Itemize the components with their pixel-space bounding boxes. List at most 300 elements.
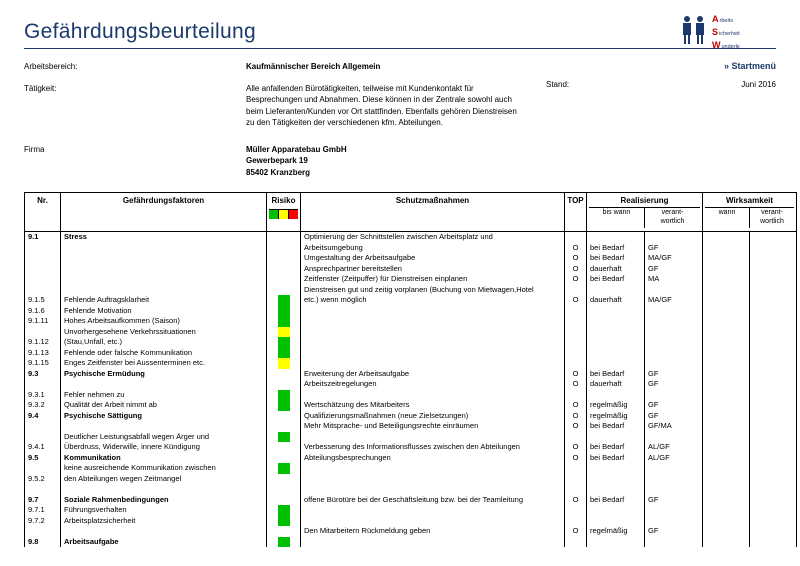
cell-gefaehrdungsfaktor [61, 253, 267, 264]
cell-wirksamkeit-wann [703, 537, 750, 548]
cell-top: O [565, 400, 587, 411]
cell-realisierung-verantwortlich [645, 358, 703, 369]
cell-wirksamkeit-verantwortlich [750, 390, 797, 401]
cell-wirksamkeit-wann [703, 274, 750, 285]
cell-schutzmassnahme [301, 358, 565, 369]
cell-risiko [267, 484, 301, 495]
cell-wirksamkeit-verantwortlich [750, 337, 797, 348]
cell-nr: 9.3.2 [25, 400, 61, 411]
cell-realisierung-wann [587, 316, 645, 327]
cell-risiko [267, 369, 301, 380]
cell-wirksamkeit-wann [703, 421, 750, 432]
cell-wirksamkeit-wann [703, 232, 750, 243]
cell-gefaehrdungsfaktor: (Stau,Unfall, etc.) [61, 337, 267, 348]
cell-realisierung-wann [587, 285, 645, 296]
risk-indicator-green [278, 348, 290, 359]
risk-indicator-yellow [278, 358, 290, 369]
cell-top [565, 306, 587, 317]
cell-top: O [565, 295, 587, 306]
stand-value: Juni 2016 [741, 80, 776, 89]
cell-nr [25, 463, 61, 474]
cell-realisierung-wann [587, 327, 645, 338]
cell-realisierung-wann [587, 463, 645, 474]
table-row [25, 274, 797, 285]
arbeitsbereich-value: Kaufmännischer Bereich Allgemein [246, 62, 381, 71]
table-row [25, 327, 797, 338]
header-realisierung-wann: bis wann [602, 209, 631, 216]
cell-realisierung-wann: bei Bedarf [587, 274, 645, 285]
risk-indicator-green [278, 537, 290, 548]
cell-risiko [267, 316, 301, 327]
hazard-assessment-table [24, 192, 797, 547]
description-line-3: beim Lieferanten/Kunden vor Ort stattfinden. Ebenfalls gehören Dienstreisen [246, 106, 517, 116]
cell-wirksamkeit-verantwortlich [750, 327, 797, 338]
table-row [25, 484, 797, 495]
cell-realisierung-wann: bei Bedarf [587, 253, 645, 264]
cell-risiko [267, 348, 301, 359]
cell-gefaehrdungsfaktor: Soziale Rahmenbedingungen [61, 495, 267, 506]
cell-schutzmassnahme: Verbesserung des Informationsflusses zwischen den Abteilungen [301, 442, 565, 453]
cell-realisierung-wann: regelmäßig [587, 526, 645, 537]
cell-wirksamkeit-verantwortlich [750, 421, 797, 432]
cell-nr: 9.5.2 [25, 474, 61, 485]
cell-top: O [565, 379, 587, 390]
cell-schutzmassnahme [301, 484, 565, 495]
cell-wirksamkeit-verantwortlich [750, 369, 797, 380]
cell-nr: 9.1.5 [25, 295, 61, 306]
cell-top: O [565, 495, 587, 506]
cell-wirksamkeit-wann [703, 369, 750, 380]
cell-top [565, 390, 587, 401]
header-realisierung [587, 193, 703, 232]
header-realisierung-label: Realisierung [620, 196, 669, 205]
cell-risiko [267, 232, 301, 243]
cell-gefaehrdungsfaktor [61, 379, 267, 390]
table-row [25, 369, 797, 380]
cell-gefaehrdungsfaktor [61, 243, 267, 254]
cell-nr: 9.1.13 [25, 348, 61, 359]
cell-wirksamkeit-verantwortlich [750, 316, 797, 327]
cell-realisierung-wann [587, 432, 645, 443]
cell-schutzmassnahme [301, 337, 565, 348]
cell-gefaehrdungsfaktor [61, 264, 267, 275]
logo-cap-s: S [712, 27, 719, 37]
cell-schutzmassnahme: Optimierung der Schnittstellen zwischen Arbeitsplatz und [301, 232, 565, 243]
cell-nr: 9.7.1 [25, 505, 61, 516]
table-row [25, 316, 797, 327]
startmenu-label: » Startmenü [723, 61, 776, 71]
risk-indicator-green [278, 432, 290, 443]
cell-risiko [267, 453, 301, 464]
risk-chip-yellow [278, 210, 288, 219]
cell-wirksamkeit-wann [703, 474, 750, 485]
cell-top: O [565, 421, 587, 432]
cell-realisierung-wann: bei Bedarf [587, 369, 645, 380]
cell-nr: 9.1.15 [25, 358, 61, 369]
cell-realisierung-verantwortlich [645, 232, 703, 243]
risk-indicator-green [278, 463, 290, 474]
cell-wirksamkeit-verantwortlich [750, 411, 797, 422]
title-divider [24, 48, 776, 49]
cell-nr: 9.5 [25, 453, 61, 464]
risk-indicator-green [278, 337, 290, 348]
cell-risiko [267, 274, 301, 285]
table-row [25, 358, 797, 369]
cell-realisierung-verantwortlich [645, 285, 703, 296]
cell-wirksamkeit-wann [703, 390, 750, 401]
cell-schutzmassnahme [301, 348, 565, 359]
cell-nr [25, 327, 61, 338]
cell-top [565, 316, 587, 327]
cell-realisierung-verantwortlich: GF [645, 379, 703, 390]
cell-nr [25, 264, 61, 275]
cell-wirksamkeit-verantwortlich [750, 358, 797, 369]
cell-wirksamkeit-verantwortlich [750, 526, 797, 537]
cell-wirksamkeit-wann [703, 358, 750, 369]
firma-line-1: Müller Apparatebau GmbH [246, 144, 347, 154]
cell-schutzmassnahme [301, 505, 565, 516]
cell-top [565, 285, 587, 296]
table-row [25, 264, 797, 275]
cell-nr [25, 253, 61, 264]
table-row [25, 432, 797, 443]
header-wirksamkeit-label: Wirksamkeit [725, 196, 774, 205]
cell-realisierung-verantwortlich [645, 390, 703, 401]
cell-realisierung-wann [587, 232, 645, 243]
cell-schutzmassnahme: Abteilungsbesprechungen [301, 453, 565, 464]
table-row [25, 411, 797, 422]
cell-schutzmassnahme: Dienstreisen gut und zeitig vorplanen (Buchung von Mietwagen,Hotel [301, 285, 565, 296]
cell-risiko [267, 526, 301, 537]
company-logo [682, 14, 778, 50]
cell-wirksamkeit-wann [703, 484, 750, 495]
logo-word-sicherheit: icherheit [719, 31, 740, 37]
table-row [25, 295, 797, 306]
cell-realisierung-wann [587, 516, 645, 527]
cell-wirksamkeit-verantwortlich [750, 442, 797, 453]
cell-gefaehrdungsfaktor: Arbeitsplatzsicherheit [61, 516, 267, 527]
cell-nr: 9.1.6 [25, 306, 61, 317]
cell-nr [25, 432, 61, 443]
cell-wirksamkeit-wann [703, 453, 750, 464]
cell-top: O [565, 442, 587, 453]
cell-schutzmassnahme: Ansprechpartner bereitstellen [301, 264, 565, 275]
stand-row [546, 79, 776, 91]
cell-risiko [267, 516, 301, 527]
cell-risiko [267, 537, 301, 548]
cell-wirksamkeit-verantwortlich [750, 253, 797, 264]
cell-top [565, 348, 587, 359]
cell-gefaehrdungsfaktor: Enges Zeitfenster bei Aussenterminen etc. [61, 358, 267, 369]
header-faktoren: Gefährdungsfaktoren [61, 193, 267, 232]
table-row [25, 285, 797, 296]
cell-wirksamkeit-verantwortlich [750, 474, 797, 485]
cell-schutzmassnahme: Qualifizierungsmaßnahmen (neue Zielsetzungen) [301, 411, 565, 422]
cell-top [565, 463, 587, 474]
cell-nr [25, 243, 61, 254]
cell-gefaehrdungsfaktor: Fehlende Auftragsklarheit [61, 295, 267, 306]
cell-wirksamkeit-verantwortlich [750, 432, 797, 443]
cell-realisierung-verantwortlich: GF [645, 264, 703, 275]
table-row [25, 516, 797, 527]
cell-gefaehrdungsfaktor [61, 274, 267, 285]
table-row [25, 253, 797, 264]
description-line-1: Alle anfallenden Bürotätigkeiten, teilweise mit Kundenkontakt für [246, 83, 474, 93]
cell-nr: 9.4.1 [25, 442, 61, 453]
cell-realisierung-verantwortlich [645, 306, 703, 317]
cell-wirksamkeit-verantwortlich [750, 285, 797, 296]
cell-risiko [267, 390, 301, 401]
cell-wirksamkeit-wann [703, 327, 750, 338]
cell-gefaehrdungsfaktor: Fehlende Motivation [61, 306, 267, 317]
cell-top [565, 484, 587, 495]
cell-wirksamkeit-wann [703, 337, 750, 348]
cell-gefaehrdungsfaktor: keine ausreichende Kommunikation zwischen [61, 463, 267, 474]
cell-realisierung-wann: bei Bedarf [587, 243, 645, 254]
cell-schutzmassnahme [301, 390, 565, 401]
table-row [25, 243, 797, 254]
cell-nr: 9.3 [25, 369, 61, 380]
cell-top [565, 474, 587, 485]
arbeitsbereich-label: Arbeitsbereich: [24, 62, 78, 71]
cell-realisierung-wann: regelmäßig [587, 400, 645, 411]
arbeitsbereich-row [24, 61, 776, 73]
cell-nr: 9.1 [25, 232, 61, 243]
cell-risiko [267, 264, 301, 275]
cell-gefaehrdungsfaktor [61, 526, 267, 537]
cell-risiko [267, 285, 301, 296]
table-row [25, 474, 797, 485]
cell-gefaehrdungsfaktor: Stress [61, 232, 267, 243]
cell-wirksamkeit-wann [703, 295, 750, 306]
header-realisierung-verantwortlich: verant- wortlich [644, 208, 700, 228]
cell-risiko [267, 421, 301, 432]
cell-nr [25, 274, 61, 285]
header-nr: Nr. [25, 193, 61, 232]
cell-schutzmassnahme: etc.) wenn möglich [301, 295, 565, 306]
risk-indicator-green [278, 295, 290, 306]
cell-realisierung-verantwortlich: AL/GF [645, 453, 703, 464]
cell-realisierung-verantwortlich: GF/MA [645, 421, 703, 432]
cell-nr: 9.3.1 [25, 390, 61, 401]
cell-wirksamkeit-wann [703, 411, 750, 422]
logo-cap-w: W [712, 40, 721, 50]
cell-realisierung-verantwortlich: GF [645, 400, 703, 411]
table-row [25, 379, 797, 390]
cell-schutzmassnahme: Wertschätzung des Mitarbeiters [301, 400, 565, 411]
cell-risiko [267, 474, 301, 485]
header-risiko-label: Risiko [271, 196, 296, 205]
cell-wirksamkeit-wann [703, 495, 750, 506]
cell-risiko [267, 253, 301, 264]
stand-label: Stand: [546, 80, 570, 89]
cell-nr: 9.7.2 [25, 516, 61, 527]
cell-wirksamkeit-wann [703, 243, 750, 254]
cell-realisierung-wann [587, 537, 645, 548]
cell-schutzmassnahme: offene Bürotüre bei der Geschäftsleitung bzw. bei der Teamleitung [301, 495, 565, 506]
description-line-4: zu den Tätigkeiten der verschiedenen kfm. Abteilungen. [246, 118, 443, 127]
cell-top [565, 358, 587, 369]
cell-realisierung-wann [587, 484, 645, 495]
cell-top [565, 537, 587, 548]
header-risiko [267, 193, 301, 232]
cell-gefaehrdungsfaktor [61, 484, 267, 495]
cell-wirksamkeit-verantwortlich [750, 516, 797, 527]
cell-realisierung-verantwortlich [645, 316, 703, 327]
cell-realisierung-wann: dauerhaft [587, 264, 645, 275]
page-title: Gefährdungsbeurteilung [24, 20, 256, 43]
header-wirksamkeit-wann: wann [718, 209, 736, 216]
cell-realisierung-verantwortlich: GF [645, 369, 703, 380]
risk-indicator-green [278, 516, 290, 527]
cell-gefaehrdungsfaktor: Unvorhergesehene Verkehrssituationen [61, 327, 267, 338]
risk-chip-red [288, 210, 298, 219]
cell-realisierung-verantwortlich [645, 463, 703, 474]
cell-gefaehrdungsfaktor [61, 421, 267, 432]
logo-word-wunderle: underle [721, 44, 740, 50]
firma-line-3: 85402 Kranzberg [246, 167, 311, 177]
cell-wirksamkeit-verantwortlich [750, 537, 797, 548]
cell-risiko [267, 400, 301, 411]
cell-top: O [565, 369, 587, 380]
table-row [25, 337, 797, 348]
cell-gefaehrdungsfaktor: Fehler nehmen zu [61, 390, 267, 401]
cell-top: O [565, 274, 587, 285]
cell-nr: 9.8 [25, 537, 61, 548]
cell-wirksamkeit-wann [703, 285, 750, 296]
cell-nr: 9.1.11 [25, 316, 61, 327]
cell-gefaehrdungsfaktor: Hohes Arbeitsaufkommen (Saison) [61, 316, 267, 327]
cell-schutzmassnahme [301, 537, 565, 548]
cell-realisierung-verantwortlich: MA/GF [645, 253, 703, 264]
firma-row [24, 144, 776, 179]
cell-nr: 9.4 [25, 411, 61, 422]
cell-realisierung-verantwortlich [645, 474, 703, 485]
table-row [25, 390, 797, 401]
logo-wordmark [712, 14, 740, 53]
cell-realisierung-verantwortlich: MA [645, 274, 703, 285]
startmenu-link[interactable] [724, 61, 776, 73]
cell-realisierung-verantwortlich [645, 537, 703, 548]
cell-wirksamkeit-verantwortlich [750, 453, 797, 464]
cell-wirksamkeit-verantwortlich [750, 243, 797, 254]
cell-schutzmassnahme [301, 474, 565, 485]
cell-risiko [267, 505, 301, 516]
cell-realisierung-wann [587, 505, 645, 516]
cell-wirksamkeit-verantwortlich [750, 484, 797, 495]
cell-wirksamkeit-verantwortlich [750, 505, 797, 516]
cell-top [565, 516, 587, 527]
table-row [25, 463, 797, 474]
cell-wirksamkeit-wann [703, 505, 750, 516]
table-row [25, 348, 797, 359]
cell-realisierung-wann: dauerhaft [587, 295, 645, 306]
table-row [25, 442, 797, 453]
cell-wirksamkeit-wann [703, 526, 750, 537]
cell-gefaehrdungsfaktor: Arbeitsaufgabe [61, 537, 267, 548]
cell-gefaehrdungsfaktor: Psychische Ermüdung [61, 369, 267, 380]
cell-schutzmassnahme: Umgestaltung der Arbeitsaufgabe [301, 253, 565, 264]
table-row [25, 505, 797, 516]
risk-legend [269, 209, 298, 219]
cell-gefaehrdungsfaktor: Qualität der Arbeit nimmt ab [61, 400, 267, 411]
cell-realisierung-verantwortlich [645, 337, 703, 348]
cell-realisierung-verantwortlich: GF [645, 243, 703, 254]
cell-schutzmassnahme [301, 316, 565, 327]
table-row [25, 453, 797, 464]
people-icon [682, 16, 708, 46]
cell-wirksamkeit-wann [703, 442, 750, 453]
cell-realisierung-wann [587, 337, 645, 348]
cell-risiko [267, 243, 301, 254]
cell-nr [25, 484, 61, 495]
cell-top: O [565, 253, 587, 264]
cell-schutzmassnahme [301, 327, 565, 338]
risk-indicator-green [278, 400, 290, 411]
cell-realisierung-wann [587, 306, 645, 317]
cell-realisierung-wann: dauerhaft [587, 379, 645, 390]
risk-indicator-green [278, 505, 290, 516]
cell-realisierung-wann [587, 390, 645, 401]
cell-wirksamkeit-verantwortlich [750, 274, 797, 285]
cell-schutzmassnahme: Mehr Mitsprache- und Beteiligungsrechte einräumen [301, 421, 565, 432]
cell-nr: 9.7 [25, 495, 61, 506]
cell-wirksamkeit-wann [703, 379, 750, 390]
cell-wirksamkeit-verantwortlich [750, 400, 797, 411]
cell-wirksamkeit-wann [703, 516, 750, 527]
cell-risiko [267, 306, 301, 317]
cell-wirksamkeit-verantwortlich [750, 295, 797, 306]
cell-risiko [267, 442, 301, 453]
cell-risiko [267, 411, 301, 422]
cell-top [565, 232, 587, 243]
header-wirksamkeit [703, 193, 797, 232]
cell-realisierung-wann [587, 474, 645, 485]
cell-realisierung-verantwortlich [645, 516, 703, 527]
table-body [25, 232, 797, 548]
cell-realisierung-verantwortlich [645, 505, 703, 516]
firma-value [246, 144, 776, 179]
cell-gefaehrdungsfaktor: Kommunikation [61, 453, 267, 464]
cell-top [565, 505, 587, 516]
table-row [25, 400, 797, 411]
risk-indicator-green [278, 390, 290, 401]
cell-risiko [267, 432, 301, 443]
cell-realisierung-verantwortlich [645, 327, 703, 338]
cell-gefaehrdungsfaktor: Deutlicher Leistungsabfall wegen Ärger und [61, 432, 267, 443]
cell-top [565, 327, 587, 338]
cell-schutzmassnahme: Erweiterung der Arbeitsaufgabe [301, 369, 565, 380]
cell-wirksamkeit-wann [703, 432, 750, 443]
cell-realisierung-verantwortlich: GF [645, 495, 703, 506]
risk-indicator-green [278, 316, 290, 327]
cell-wirksamkeit-verantwortlich [750, 379, 797, 390]
cell-realisierung-verantwortlich [645, 348, 703, 359]
cell-risiko [267, 495, 301, 506]
cell-schutzmassnahme: Arbeitszeitregelungen [301, 379, 565, 390]
cell-wirksamkeit-wann [703, 316, 750, 327]
table-row [25, 232, 797, 243]
table-row [25, 537, 797, 548]
description-line-2: Besprechungen und Abnahmen. Diese können in der Zentrale sowohl auch [246, 95, 512, 104]
cell-gefaehrdungsfaktor: Überdruss, Widerwille, innere Kündigung [61, 442, 267, 453]
cell-realisierung-verantwortlich: MA/GF [645, 295, 703, 306]
cell-wirksamkeit-wann [703, 253, 750, 264]
cell-realisierung-verantwortlich: AL/GF [645, 442, 703, 453]
taetigkeit-label: Tätigkeit: [24, 83, 57, 93]
cell-nr [25, 421, 61, 432]
cell-wirksamkeit-wann [703, 463, 750, 474]
